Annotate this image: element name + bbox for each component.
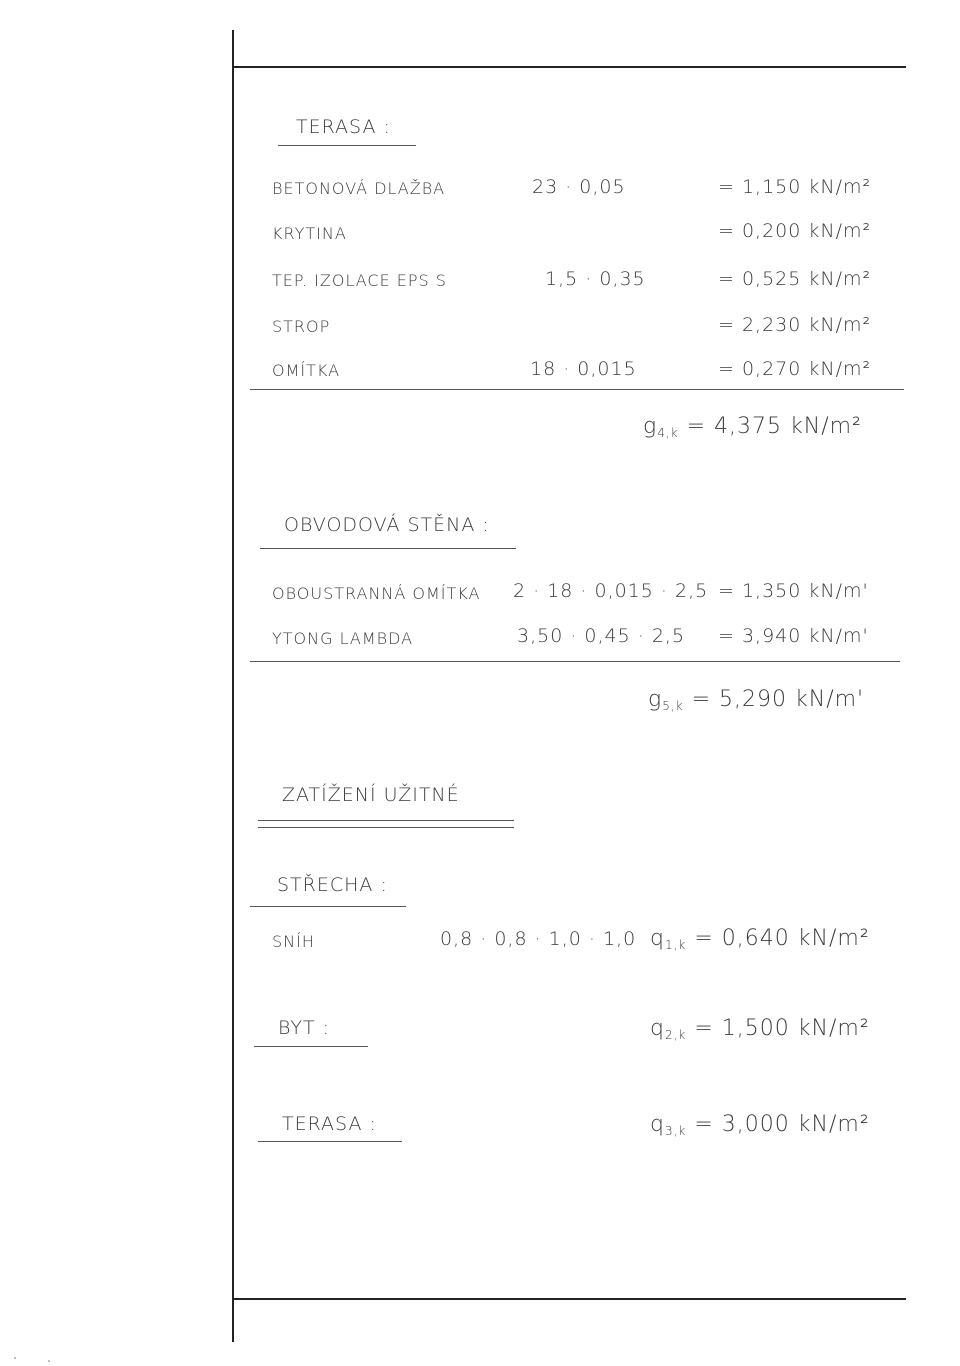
byt-heading-underline [254, 1046, 368, 1047]
terasa-heading: TERASA : [296, 116, 391, 138]
page-margin-vertical-line [232, 30, 234, 1342]
stena-row-label: YTONG LAMBDA [272, 629, 414, 648]
snih-calc: 0,8 · 0,8 · 1,0 · 1,0 [440, 928, 637, 950]
terasa-row-result: = 0,270 kN/m² [718, 358, 872, 380]
terasa2-heading: TERASA : [282, 1113, 377, 1135]
scan-speck [14, 1357, 16, 1359]
terasa-heading-underline [278, 145, 416, 146]
byt-heading: BYT : [278, 1017, 331, 1039]
terasa2-symbol: q [650, 1112, 665, 1137]
stena-total-value: = 5,290 kN/m' [691, 687, 865, 712]
strecha-heading-underline [250, 906, 406, 907]
uzitne-heading-underline-2 [258, 827, 514, 828]
snih-symbol: q [650, 926, 665, 951]
terasa-total-symbol: g [643, 414, 658, 439]
terasa-row-result: = 2,230 kN/m² [718, 314, 872, 336]
byt-value: = 1,500 kN/m² [694, 1016, 870, 1041]
uzitne-heading: ZATÍŽENÍ UŽITNÉ [282, 784, 460, 806]
uzitne-heading-underline-1 [258, 820, 514, 821]
terasa-total-subscript: 4,k [657, 426, 679, 440]
stena-row-result: = 3,940 kN/m' [718, 625, 869, 647]
stena-row-label: OBOUSTRANNÁ OMÍTKA [272, 584, 481, 603]
page-footer-line [232, 1298, 906, 1300]
terasa2-heading-underline [258, 1141, 402, 1142]
stena-row-calc: 2 · 18 · 0,015 · 2,5 [513, 580, 709, 602]
snih-value: = 0,640 kN/m² [694, 926, 870, 951]
terasa-sum-line [250, 389, 904, 390]
terasa-row-calc: 1,5 · 0,35 [545, 268, 646, 290]
terasa-row-result: = 1,150 kN/m² [718, 176, 872, 198]
byt-symbol: q [650, 1016, 665, 1041]
stena-total-symbol: g [648, 687, 663, 712]
scan-speck [48, 1360, 50, 1362]
snih-label: SNÍH [272, 932, 315, 951]
terasa-row-label: KRYTINA [272, 224, 347, 243]
stena-total [648, 687, 864, 713]
terasa-row-label: TEP. IZOLACE EPS S [272, 271, 447, 290]
stena-total-subscript: 5,k [662, 699, 684, 713]
terasa2-subscript: 3,k [664, 1124, 687, 1138]
terasa-row-calc: 18 · 0,015 [530, 358, 637, 380]
terasa-row-label: BETONOVÁ DLAŽBA [272, 179, 446, 198]
stena-heading-underline [260, 548, 516, 549]
terasa2-load [650, 1112, 870, 1138]
stena-sum-line [250, 661, 900, 662]
terasa-row-result: = 0,525 kN/m² [718, 268, 872, 290]
terasa-row-label: OMÍTKA [272, 361, 341, 380]
stena-heading: OBVODOVÁ STĚNA : [284, 514, 490, 536]
stena-row-result: = 1,350 kN/m' [718, 580, 869, 602]
terasa-row-result: = 0,200 kN/m² [718, 220, 872, 242]
snih-load [650, 926, 870, 952]
byt-load [650, 1016, 870, 1042]
stena-row-calc: 3,50 · 0,45 · 2,5 [517, 625, 686, 647]
byt-subscript: 2,k [664, 1028, 687, 1042]
page-header-line [232, 66, 906, 68]
terasa-row-label: STROP [272, 317, 331, 336]
terasa-total-value: = 4,375 kN/m² [686, 414, 862, 439]
snih-subscript: 1,k [664, 938, 687, 952]
terasa-row-calc: 23 · 0,05 [532, 176, 626, 198]
terasa-total [643, 414, 862, 440]
terasa2-value: = 3,000 kN/m² [694, 1112, 870, 1137]
strecha-heading: STŘECHA : [277, 874, 388, 896]
